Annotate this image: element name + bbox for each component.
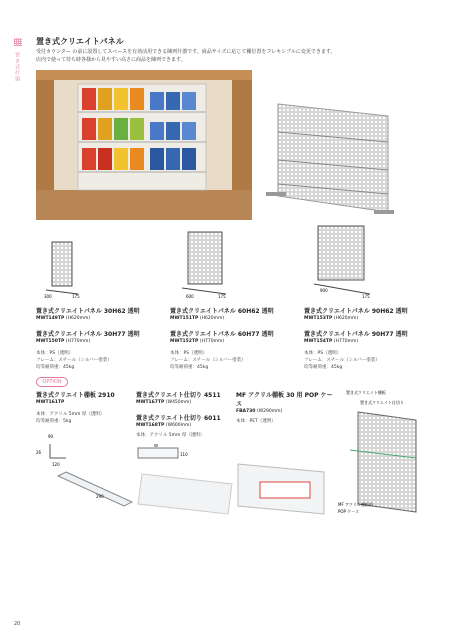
spec-line: 本体：PS（透明） xyxy=(304,351,342,356)
assembly-diagram xyxy=(336,388,422,518)
dim-depth-label: 175 xyxy=(218,294,226,299)
dim-depth-label: 175 xyxy=(362,294,370,299)
option-shelf xyxy=(36,390,136,425)
dim-width-label: 900 xyxy=(320,288,328,293)
panel-3d-render xyxy=(258,84,410,218)
spec-line: 本体：PS（透明） xyxy=(36,351,74,356)
spec-line: 均等耐荷重：45kg xyxy=(170,365,209,370)
dim-depth-label: 175 xyxy=(72,294,80,299)
product-name: 置き式クリエイトパネル 60H62 透明 xyxy=(170,308,274,315)
diagram-label: MF アクリル棚板用 xyxy=(338,502,373,507)
spec-line: 本体：PET（透明） xyxy=(236,419,276,424)
dim-label: 26 xyxy=(36,450,42,455)
spec-line: フレーム：スチール（シルバー塗装） xyxy=(36,358,112,363)
product-code: MWT150TP (H770mm) xyxy=(36,339,91,344)
intro-line: 受付カウンター の前に設置してスペースを有効活用できる陳列什器です。商品サイズに応じて棚位置をフレキシブルに変更できます。 xyxy=(36,49,336,55)
product-name: 置き式クリエイト仕切り 4511 xyxy=(136,392,221,399)
panel-90-diagram xyxy=(314,222,376,300)
product-name: 置き式クリエイト棚板 2910 xyxy=(36,392,115,399)
diagram-label: 置き式クリエイト仕切り xyxy=(360,400,404,405)
divider-diagram xyxy=(136,444,236,518)
diagram-label: 置き式クリエイト棚板 xyxy=(346,390,386,395)
intro-line: 店内で使って待ち時各様から見やすい高さに商品を陳列できます。 xyxy=(36,57,186,63)
product-name: MF アクリル棚板 30 用 POP ケース xyxy=(236,392,333,408)
dim-label: 290 xyxy=(96,494,104,499)
panel-30-diagram xyxy=(44,238,84,300)
option-pop-case xyxy=(236,390,336,425)
panel-render xyxy=(258,84,410,218)
product-name: 置き式クリエイトパネル 30H62 透明 xyxy=(36,308,140,315)
product-code: MWT154TP (H770mm) xyxy=(304,339,359,344)
diagram-label: POP ケース xyxy=(338,509,360,514)
product-code: MWT153TP (H620mm) xyxy=(304,316,359,321)
product-code: MWT168TP (W600mm) xyxy=(136,423,192,428)
product-name: 置き式クリエイトパネル 90H62 透明 xyxy=(304,308,408,315)
option-divider xyxy=(136,390,236,439)
section-grid-icon xyxy=(14,38,22,46)
spec-line: フレーム：スチール（シルバー塗装） xyxy=(304,358,380,363)
product-name: 置き式クリエイトパネル 30H77 透明 xyxy=(36,331,140,338)
pop-case-diagram xyxy=(236,458,328,520)
spec-line: 本体：アクリル 5mm 厚（透明） xyxy=(36,412,105,417)
spec-line: 本体：アクリル 5mm 厚（透明） xyxy=(136,433,205,438)
product-code: MWT151TP (H620mm) xyxy=(170,316,225,321)
page-number: 20 xyxy=(14,621,21,627)
dim-label: W xyxy=(154,444,158,448)
product-code: FBA730 (W290mm) xyxy=(236,409,283,414)
product-code: MWT149TP (H620mm) xyxy=(36,316,91,321)
product-panel-90 xyxy=(304,306,434,371)
product-panel-30 xyxy=(36,306,166,371)
spec-line: 本体：PS（透明） xyxy=(170,351,208,356)
dim-label: 110 xyxy=(180,452,188,457)
product-panel-60 xyxy=(170,306,300,371)
shelf-diagram xyxy=(36,432,136,512)
dim-width-label: 600 xyxy=(186,294,194,299)
spec-line: 均等耐荷重：5kg xyxy=(36,419,72,424)
product-photo xyxy=(36,70,252,220)
spec-line: 均等耐荷重：45kg xyxy=(36,365,75,370)
product-name: 置き式クリエイトパネル 90H77 透明 xyxy=(304,331,408,338)
intro-text xyxy=(36,48,366,64)
panel-60-diagram xyxy=(182,228,232,300)
dim-label: 120 xyxy=(52,462,60,467)
option-badge: OPTION xyxy=(36,377,68,387)
product-code: MWT161TP xyxy=(36,400,65,405)
product-name: 置き式クリエイト仕切り 6011 xyxy=(136,415,221,422)
spec-line: フレーム：スチール（シルバー塗装） xyxy=(170,358,246,363)
spec-line: 均等耐荷重：45kg xyxy=(304,365,343,370)
page-title: 置き式クリエイトパネル xyxy=(36,37,124,46)
product-name: 置き式クリエイトパネル 60H77 透明 xyxy=(170,331,274,338)
side-section-label: 置き式什器 xyxy=(14,52,20,82)
product-code: MWT152TP (H770mm) xyxy=(170,339,225,344)
product-code: MWT167TP (W450mm) xyxy=(136,400,192,405)
dim-label: 90 xyxy=(48,434,54,439)
dim-width-label: 300 xyxy=(44,294,52,299)
store-shelf-photo xyxy=(36,70,252,220)
